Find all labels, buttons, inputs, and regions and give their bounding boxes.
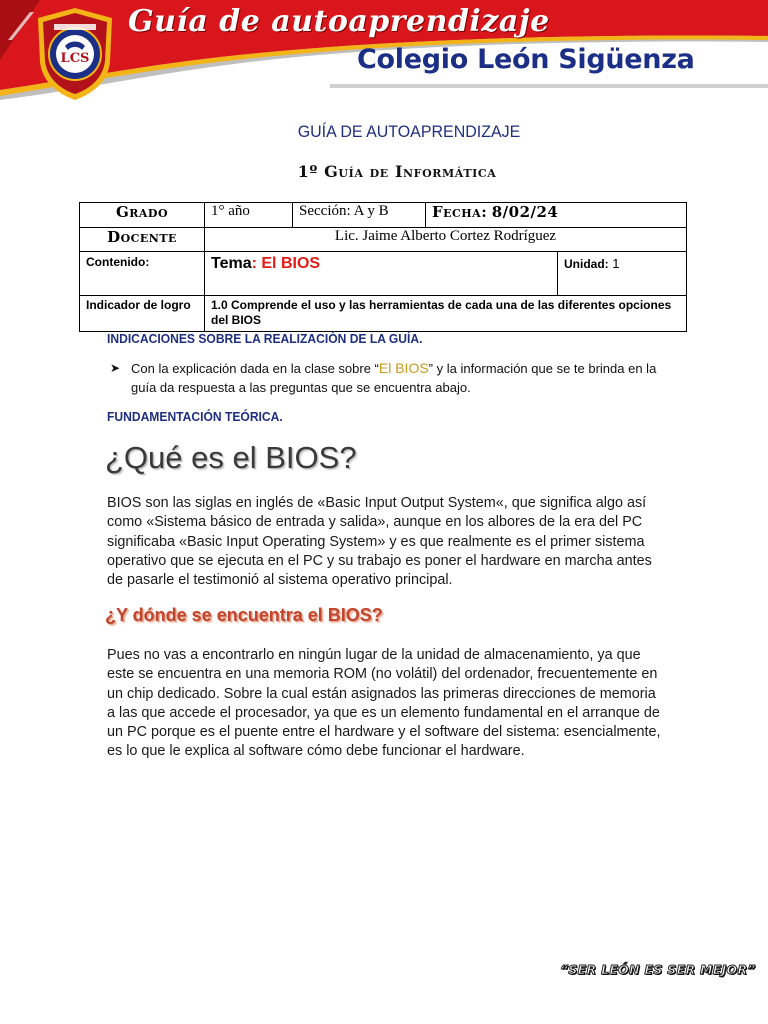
document-subtitle: 1º Guía de Informática bbox=[297, 162, 497, 181]
docente-value: Lic. Jaime Alberto Cortez Rodríguez bbox=[205, 228, 687, 252]
bullet-highlight: El BIOS bbox=[378, 360, 429, 376]
indicador-label: Indicador de logro bbox=[80, 296, 205, 332]
paragraph-bios-location: Pues no vas a encontrarlo en ningún lugar de la unidad de almacenamiento, ya que este se encuentra en una memoria ROM (no volátil) del ordenador, frecuentemente en un chip dedicado. Sobre la cual están asignados las primeras direcciones de memoria a las que accede el procesador, ya que es un elemento fundamental en el arranque de un PC porque es el puente entre el hardware y el software del sistema: esencialmente, es lo que le explica al software cómo debe funcionar el hardware. bbox=[107, 647, 661, 760]
tema-cell bbox=[205, 252, 558, 296]
fecha-cell bbox=[426, 203, 687, 228]
contenido-label: Contenido: bbox=[80, 252, 205, 296]
fundamentacion-heading: FUNDAMENTACIÓN TEÓRICA. bbox=[107, 409, 283, 424]
grado-label: Grado bbox=[80, 203, 205, 228]
indicador-value: 1.0 Comprende el uso y las herramientas de cada una de las diferentes opciones del BIOS bbox=[205, 296, 687, 332]
footer-motto: “SER LEÓN ES SER MEJOR” bbox=[560, 962, 756, 977]
seccion-value: Sección: A y B bbox=[293, 203, 426, 228]
indicaciones-heading: INDICACIONES SOBRE LA REALIZACIÓN DE LA GUÍA. bbox=[107, 331, 423, 346]
document-title: GUÍA DE AUTOAPRENDIZAJE bbox=[297, 122, 521, 141]
header-banner bbox=[0, 0, 768, 112]
school-name: Colegio León Sigüenza bbox=[357, 44, 695, 75]
svg-text:LCS: LCS bbox=[60, 51, 90, 66]
arrow-bullet-icon: ➤ bbox=[110, 361, 121, 375]
fecha-label: Fecha: bbox=[432, 203, 488, 221]
instruction-bullet bbox=[110, 359, 666, 397]
info-table bbox=[79, 202, 687, 332]
tema-value: : El BIOS bbox=[251, 255, 321, 272]
paragraph-bios-definition: BIOS son las siglas en inglés de «Basic Input Output System«, que significa algo así como «Sistema básico de entrada y salida», aunque en los albores de la era del PC significaba «Basic Input Operating System» y es que realmente es el primer sistema operativo que se ejecuta en el PC y su trabajo es poner el hardware en marcha antes de pasarle el testimonió al sistema operativo principal. bbox=[107, 495, 652, 589]
banner-title: Guía de autoaprendizaje bbox=[128, 4, 550, 39]
bullet-text-before: Con la explicación dada en la clase sobre “ bbox=[131, 361, 379, 376]
unidad-value: 1 bbox=[608, 256, 620, 271]
bullet-text-after: ” y la información que se te brinda en la guía da respuesta a las preguntas que se encuentra abajo. bbox=[131, 361, 657, 395]
question-what-is-bios: ¿Qué es el BIOS? bbox=[105, 440, 357, 475]
fecha-value: 8/02/24 bbox=[491, 203, 559, 221]
unidad-cell bbox=[558, 252, 687, 296]
question-where-is-bios: ¿Y dónde se encuentra el BIOS? bbox=[105, 605, 383, 625]
grado-value: 1° año bbox=[205, 203, 293, 228]
school-shield-logo bbox=[30, 4, 120, 102]
tema-label: Tema bbox=[211, 255, 252, 272]
unidad-label: Unidad: bbox=[564, 257, 609, 271]
docente-label: Docente bbox=[80, 228, 205, 252]
